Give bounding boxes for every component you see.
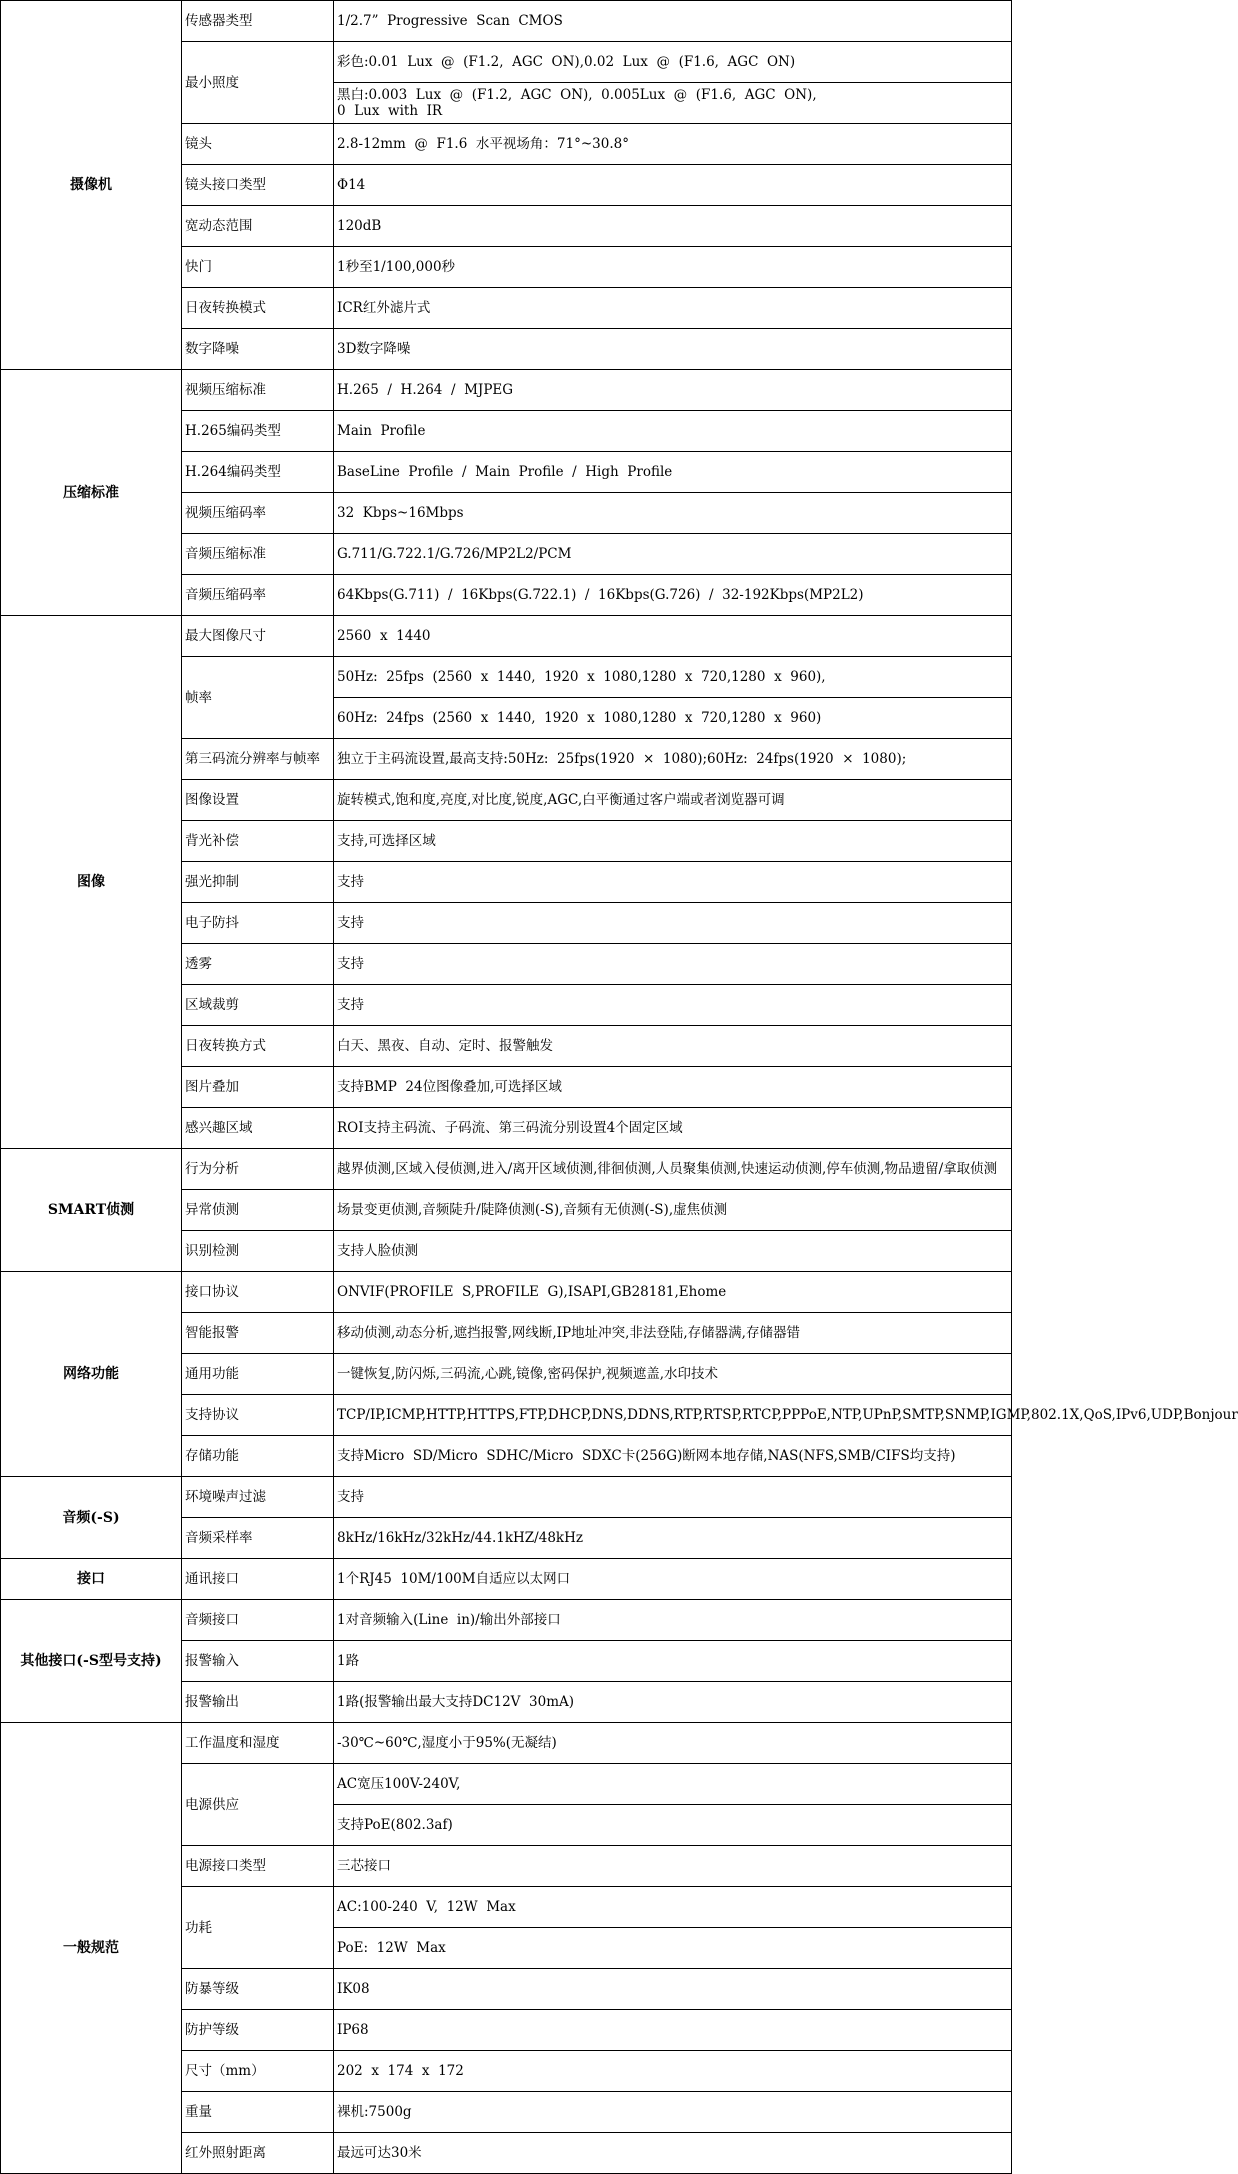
spec-value-cell: 支持PoE(802.3af) xyxy=(334,1805,1012,1846)
spec-value-cell: 60Hz: 24fps (2560 x 1440, 1920 x 1080,1280 x 720,1280 x 960) xyxy=(334,698,1012,739)
spec-value-cell: 202 x 174 x 172 xyxy=(334,2051,1012,2092)
category-cell: SMART侦测 xyxy=(1,1149,182,1272)
spec-name-cell: 视频压缩标准 xyxy=(182,370,334,411)
spec-name-cell: 数字降噪 xyxy=(182,329,334,370)
spec-value-cell: 8kHz/16kHz/32kHz/44.1kHZ/48kHz xyxy=(334,1518,1012,1559)
spec-value-cell: PoE: 12W Max xyxy=(334,1928,1012,1969)
spec-name-cell: 镜头 xyxy=(182,124,334,165)
spec-name-cell: 异常侦测 xyxy=(182,1190,334,1231)
category-cell: 音频(-S) xyxy=(1,1477,182,1559)
spec-value-cell: 旋转模式,饱和度,亮度,对比度,锐度,AGC,白平衡通过客户端或者浏览器可调 xyxy=(334,780,1012,821)
spec-value-cell: IP68 xyxy=(334,2010,1012,2051)
spec-value-cell: AC宽压100V-240V, xyxy=(334,1764,1012,1805)
spec-value-cell: 64Kbps(G.711) / 16Kbps(G.722.1) / 16Kbps(G.726) / 32-192Kbps(MP2L2) xyxy=(334,575,1012,616)
spec-value-cell: 50Hz: 25fps (2560 x 1440, 1920 x 1080,1280 x 720,1280 x 960), xyxy=(334,657,1012,698)
spec-name-cell: 工作温度和湿度 xyxy=(182,1723,334,1764)
spec-value-cell: 3D数字降噪 xyxy=(334,329,1012,370)
spec-value-cell: 支持BMP 24位图像叠加,可选择区域 xyxy=(334,1067,1012,1108)
spec-value-cell: 32 Kbps~16Mbps xyxy=(334,493,1012,534)
spec-name-cell: 强光抑制 xyxy=(182,862,334,903)
spec-value-cell: 场景变更侦测,音频陡升/陡降侦测(-S),音频有无侦测(-S),虚焦侦测 xyxy=(334,1190,1012,1231)
spec-name-cell: 视频压缩码率 xyxy=(182,493,334,534)
spec-value-cell: 白天、黑夜、自动、定时、报警触发 xyxy=(334,1026,1012,1067)
spec-name-cell: 防暴等级 xyxy=(182,1969,334,2010)
spec-name-cell: 重量 xyxy=(182,2092,334,2133)
spec-name-cell: 支持协议 xyxy=(182,1395,334,1436)
spec-name-cell: 智能报警 xyxy=(182,1313,334,1354)
spec-name-cell: 快门 xyxy=(182,247,334,288)
spec-value-cell: 120dB xyxy=(334,206,1012,247)
table-row xyxy=(1,1149,1012,1190)
spec-name-cell: 报警输出 xyxy=(182,1682,334,1723)
spec-value-cell: 三芯接口 xyxy=(334,1846,1012,1887)
table-row xyxy=(1,1559,1012,1600)
spec-value-cell: TCP/IP,ICMP,HTTP,HTTPS,FTP,DHCP,DNS,DDNS,RTP,RTSP,RTCP,PPPoE,NTP,UPnP,SMTP,SNMP,IGMP,802.1X,QoS,IPv6,UDP,Bonjour xyxy=(334,1395,1012,1436)
spec-value-cell: 支持 xyxy=(334,862,1012,903)
table-row xyxy=(1,1,1012,42)
table-row xyxy=(1,616,1012,657)
spec-name-cell: 环境噪声过滤 xyxy=(182,1477,334,1518)
spec-value-cell: 支持 xyxy=(334,903,1012,944)
spec-name-cell: 红外照射距离 xyxy=(182,2133,334,2174)
spec-name-cell: H.265编码类型 xyxy=(182,411,334,452)
spec-value-cell: 彩色:0.01 Lux @ (F1.2, AGC ON),0.02 Lux @ (F1.6, AGC ON) xyxy=(334,42,1012,83)
spec-name-cell: 第三码流分辨率与帧率 xyxy=(182,739,334,780)
spec-value-cell: 支持人脸侦测 xyxy=(334,1231,1012,1272)
spec-name-cell: 音频压缩标准 xyxy=(182,534,334,575)
spec-value-cell: 1对音频输入(Line in)/输出外部接口 xyxy=(334,1600,1012,1641)
spec-name-cell: 音频压缩码率 xyxy=(182,575,334,616)
spec-name-cell: 日夜转换模式 xyxy=(182,288,334,329)
spec-value-cell: AC:100-240 V, 12W Max xyxy=(334,1887,1012,1928)
spec-value-cell: BaseLine Profile / Main Profile / High Profile xyxy=(334,452,1012,493)
spec-name-cell: 通用功能 xyxy=(182,1354,334,1395)
spec-name-cell: 背光补偿 xyxy=(182,821,334,862)
spec-value-cell: 2560 x 1440 xyxy=(334,616,1012,657)
spec-value-cell: IK08 xyxy=(334,1969,1012,2010)
spec-name-cell: 电源接口类型 xyxy=(182,1846,334,1887)
spec-value-cell: G.711/G.722.1/G.726/MP2L2/PCM xyxy=(334,534,1012,575)
spec-name-cell: 传感器类型 xyxy=(182,1,334,42)
spec-name-cell: 电子防抖 xyxy=(182,903,334,944)
spec-value-cell: ICR红外滤片式 xyxy=(334,288,1012,329)
spec-value-cell: 移动侦测,动态分析,遮挡报警,网线断,IP地址冲突,非法登陆,存储器满,存储器错 xyxy=(334,1313,1012,1354)
spec-name-cell: 日夜转换方式 xyxy=(182,1026,334,1067)
spec-value-cell: 越界侦测,区域入侵侦测,进入/离开区域侦测,徘徊侦测,人员聚集侦测,快速运动侦测,停车侦测,物品遗留/拿取侦测 xyxy=(334,1149,1012,1190)
spec-name-cell: 最大图像尺寸 xyxy=(182,616,334,657)
category-cell: 一般规范 xyxy=(1,1723,182,2174)
spec-value-cell: ROI支持主码流、子码流、第三码流分别设置4个固定区域 xyxy=(334,1108,1012,1149)
spec-value-cell: 支持 xyxy=(334,1477,1012,1518)
spec-name-cell: 行为分析 xyxy=(182,1149,334,1190)
category-cell: 网络功能 xyxy=(1,1272,182,1477)
spec-name-cell: 帧率 xyxy=(182,657,334,739)
spec-value-cell: ONVIF(PROFILE S,PROFILE G),ISAPI,GB28181,Ehome xyxy=(334,1272,1012,1313)
spec-value-cell: Φ14 xyxy=(334,165,1012,206)
spec-name-cell: 区域裁剪 xyxy=(182,985,334,1026)
spec-name-cell: 报警输入 xyxy=(182,1641,334,1682)
spec-name-cell: 电源供应 xyxy=(182,1764,334,1846)
spec-value-cell: 1个RJ45 10M/100M自适应以太网口 xyxy=(334,1559,1012,1600)
category-cell: 其他接口(-S型号支持) xyxy=(1,1600,182,1723)
spec-value-cell: 黑白:0.003 Lux @ (F1.2, AGC ON), 0.005Lux @ (F1.6, AGC ON), 0 Lux with IR xyxy=(334,83,1012,124)
spec-value-cell: 支持 xyxy=(334,985,1012,1026)
spec-value-cell: 1路 xyxy=(334,1641,1012,1682)
spec-name-cell: 透雾 xyxy=(182,944,334,985)
spec-name-cell: 感兴趣区域 xyxy=(182,1108,334,1149)
spec-name-cell: 接口协议 xyxy=(182,1272,334,1313)
spec-name-cell: 功耗 xyxy=(182,1887,334,1969)
spec-value-cell: 1秒至1/100,000秒 xyxy=(334,247,1012,288)
spec-table-body xyxy=(1,1,1238,2174)
table-row xyxy=(1,1477,1012,1518)
spec-name-cell: 尺寸（mm） xyxy=(182,2051,334,2092)
spec-value-cell: 独立于主码流设置,最高支持:50Hz: 25fps(1920 × 1080);60Hz: 24fps(1920 × 1080); xyxy=(334,739,1012,780)
table-row xyxy=(1,1600,1012,1641)
spec-value-cell: 1/2.7” Progressive Scan CMOS xyxy=(334,1,1012,42)
spec-name-cell: H.264编码类型 xyxy=(182,452,334,493)
table-row xyxy=(1,1723,1012,1764)
spec-value-cell: 支持,可选择区域 xyxy=(334,821,1012,862)
spec-value-cell: 1路(报警输出最大支持DC12V 30mA) xyxy=(334,1682,1012,1723)
spec-name-cell: 音频接口 xyxy=(182,1600,334,1641)
spec-value-cell: Main Profile xyxy=(334,411,1012,452)
spec-value-cell: 支持 xyxy=(334,944,1012,985)
spec-name-cell: 防护等级 xyxy=(182,2010,334,2051)
spec-name-cell: 通讯接口 xyxy=(182,1559,334,1600)
spec-name-cell: 宽动态范围 xyxy=(182,206,334,247)
table-row xyxy=(1,370,1012,411)
spec-name-cell: 音频采样率 xyxy=(182,1518,334,1559)
category-cell: 图像 xyxy=(1,616,182,1149)
spec-value-cell: 最远可达30米 xyxy=(334,2133,1012,2174)
spec-name-cell: 图像设置 xyxy=(182,780,334,821)
spec-value-cell: H.265 / H.264 / MJPEG xyxy=(334,370,1012,411)
spec-name-cell: 最小照度 xyxy=(182,42,334,124)
category-cell: 摄像机 xyxy=(1,1,182,370)
spec-name-cell: 镜头接口类型 xyxy=(182,165,334,206)
spec-value-cell: 裸机:7500g xyxy=(334,2092,1012,2133)
spec-name-cell: 存储功能 xyxy=(182,1436,334,1477)
table-row xyxy=(1,1272,1012,1313)
spec-value-cell: 2.8-12mm @ F1.6 水平视场角：71°~30.8° xyxy=(334,124,1012,165)
category-cell: 压缩标准 xyxy=(1,370,182,616)
spec-name-cell: 识别检测 xyxy=(182,1231,334,1272)
spec-value-cell: 支持Micro SD/Micro SDHC/Micro SDXC卡(256G)断网本地存储,NAS(NFS,SMB/CIFS均支持) xyxy=(334,1436,1012,1477)
category-cell: 接口 xyxy=(1,1559,182,1600)
spec-value-cell: -30℃~60℃,湿度小于95%(无凝结) xyxy=(334,1723,1012,1764)
spec-name-cell: 图片叠加 xyxy=(182,1067,334,1108)
spec-value-cell: 一键恢复,防闪烁,三码流,心跳,镜像,密码保护,视频遮盖,水印技术 xyxy=(334,1354,1012,1395)
